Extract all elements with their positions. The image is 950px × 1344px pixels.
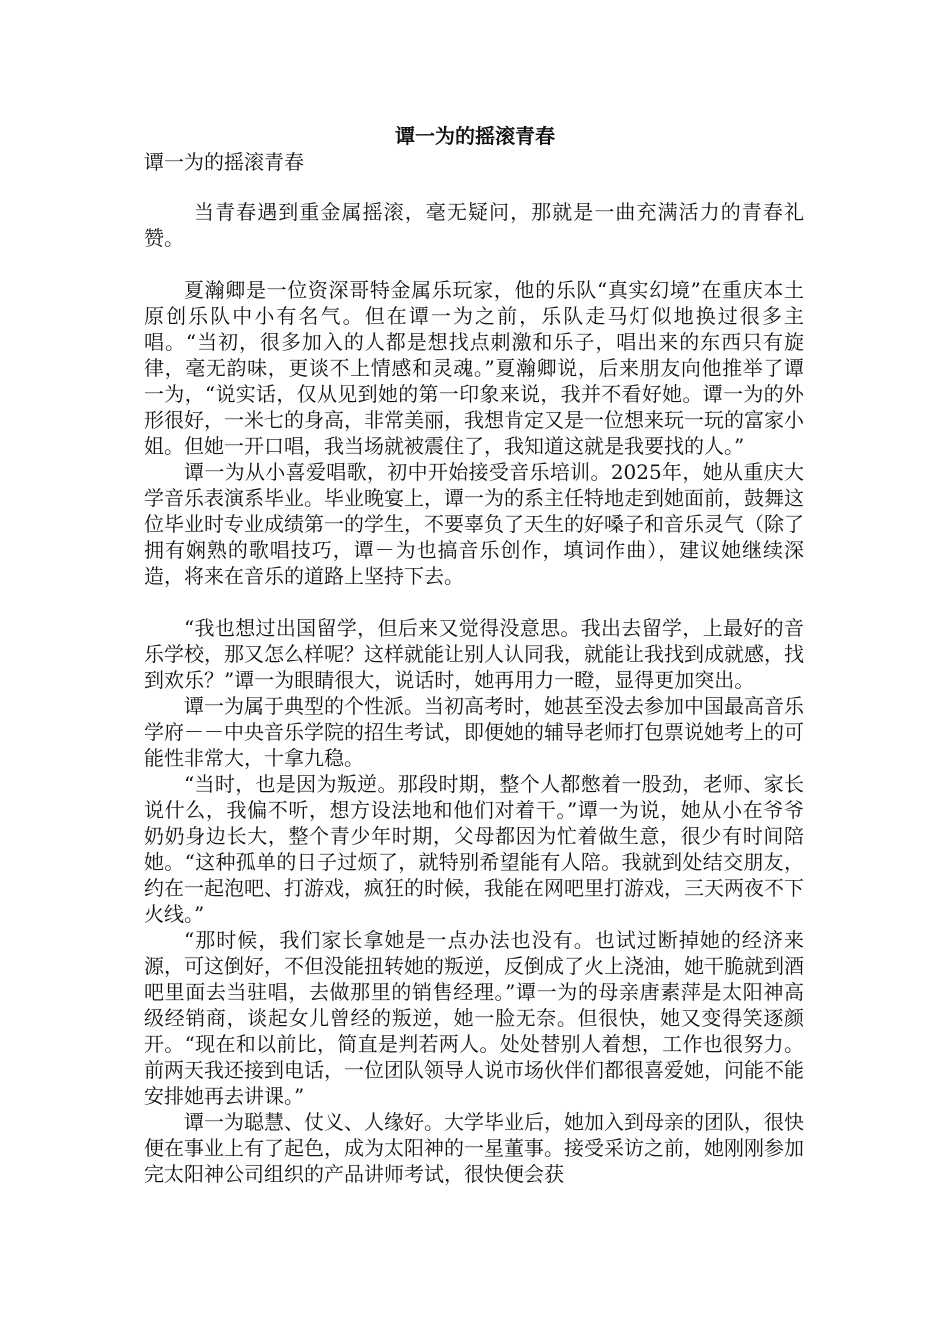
paragraph: 谭一为属于典型的个性派。当初高考时，她甚至没去参加中国最高音乐学府－－中央音乐学院的招生考试，即便她的辅导老师打包票说她考上的可能性非常大，十拿九稳。 <box>144 694 804 770</box>
paragraph-intro: 当青春遇到重金属摇滚，毫无疑问，那就是一曲充满活力的青春礼赞。 <box>144 200 804 250</box>
paragraph: 夏瀚卿是一位资深哥特金属乐玩家，他的乐队“真实幻境”在重庆本土原创乐队中小有名气。但在谭一为之前，乐队走马灯似地换过很多主唱。“当初，很多加入的人都是想找点刺激和乐子，唱出来的东西只有旋律，毫无韵味，更谈不上情感和灵魂。”夏瀚卿说，后来朋友向他推举了谭一为，“说实话，仅从见到她的第一印象来说，我并不看好她。谭一为的外形很好，一米七的身高，非常美丽，我想肯定又是一位想来玩一玩的富家小姐。但她一开口唱，我当场就被震住了，我知道这就是我要找的人。” <box>144 278 804 458</box>
paragraph: 谭一为聪慧、仗义、人缘好。大学毕业后，她加入到母亲的团队，很快便在事业上有了起色，成为太阳神的一星董事。接受采访之前，她刚刚参加完太阳神公司组织的产品讲师考试，很快便会获 <box>144 1110 804 1186</box>
paragraph: “那时候，我们家长拿她是一点办法也没有。也试过断掉她的经济来源，可这倒好，不但没能扭转她的叛逆，反倒成了火上浇油，她干脆就到酒吧里面去当驻唱，去做那里的销售经理。”谭一为的母亲唐素萍是太阳神高级经销商，谈起女儿曾经的叛逆，她一脸无奈。但很快，她又变得笑逐颜开。“现在和以前比，简直是判若两人。处处替别人着想，工作也很努力。前两天我还接到电话，一位团队领导人说市场伙伴们都很喜爱她，问能不能安排她再去讲课。” <box>144 928 804 1108</box>
document-subtitle: 谭一为的摇滚青春 <box>144 150 304 174</box>
paragraph-spacer <box>144 251 804 277</box>
paragraph-spacer <box>144 589 804 615</box>
paragraph: 谭一为从小喜爱唱歌，初中开始接受音乐培训。2025年，她从重庆大学音乐表演系毕业。毕业晚宴上，谭一为的系主任特地走到她面前，鼓舞这位毕业时专业成绩第一的学生，不要辜负了天生的好嗓子和音乐灵气（除了拥有娴熟的歌唱技巧，谭－为也搞音乐创作，填词作曲），建议她继续深造，将来在音乐的道路上坚持下去。 <box>144 460 804 588</box>
document-title: 谭一为的摇滚青春 <box>395 124 555 148</box>
article-body <box>144 199 804 1187</box>
paragraph: “当时，也是因为叛逆。那段时期，整个人都憋着一股劲，老师、家长说什么，我偏不听，想方设法地和他们对着干。”谭一为说，她从小在爷爷奶奶身边长大，整个青少年时期，父母都因为忙着做生意，很少有时间陪她。“这种孤单的日子过烦了，就特别希望能有人陪。我就到处结交朋友，约在一起泡吧、打游戏，疯狂的时候，我能在网吧里打游戏，三天两夜不下火线。” <box>144 772 804 926</box>
paragraph: “我也想过出国留学，但后来又觉得没意思。我出去留学，上最好的音乐学校，那又怎么样呢？这样就能让别人认同我，就能让我找到成就感，找到欢乐？”谭一为眼睛很大，说话时，她再用力一瞪，显得更加突出。 <box>144 616 804 692</box>
